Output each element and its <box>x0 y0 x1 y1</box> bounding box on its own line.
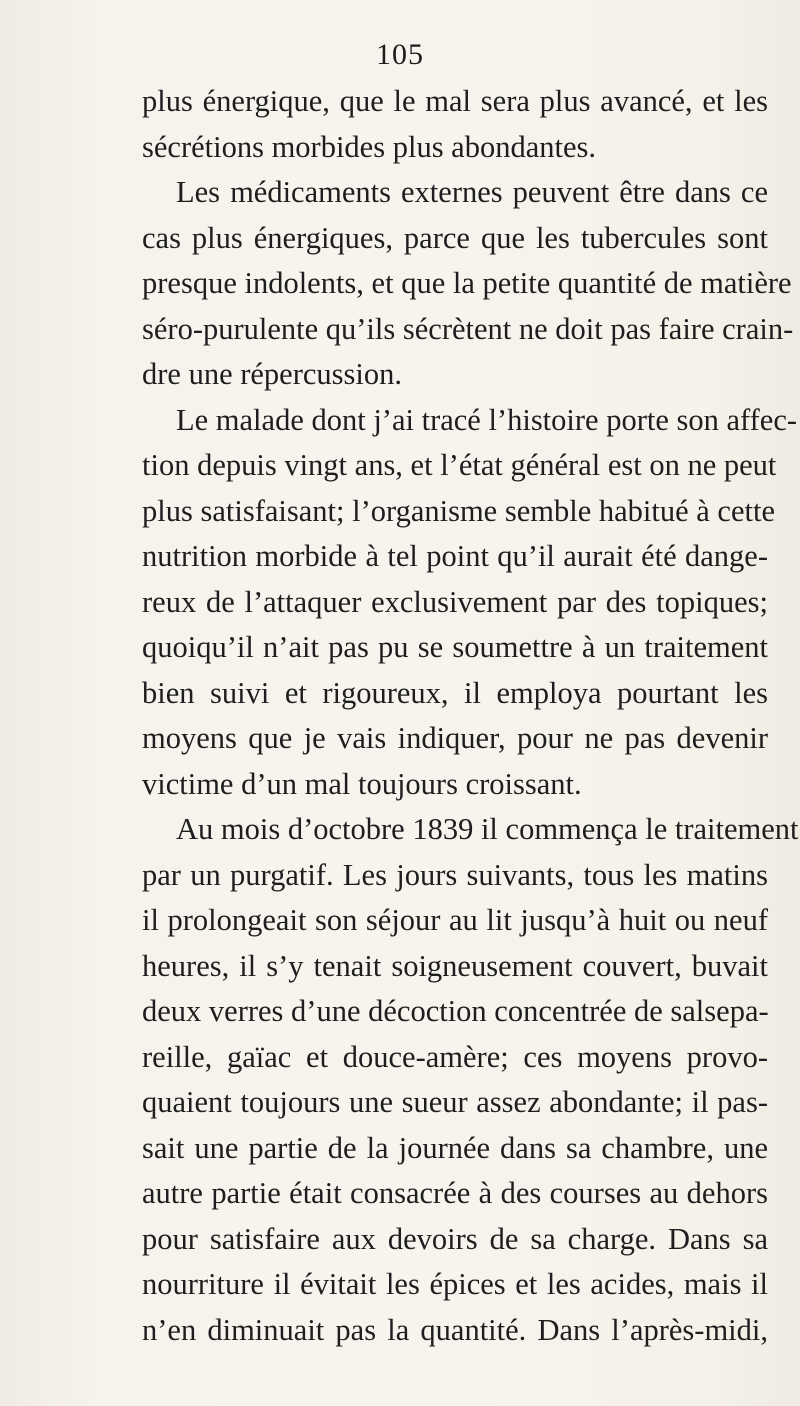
text-line: victime d’un mal toujours croissant. <box>142 766 582 801</box>
text-line: séro-purulente qu’ils sécrètent ne doit pas faire crain- <box>142 311 794 346</box>
text-line: Le malade dont j’ai tracé l’histoire porte son affec- <box>176 402 798 437</box>
text-line: Au mois d’octobre 1839 il commença le traitement <box>176 812 799 846</box>
text-line: dre une répercussion. <box>142 357 402 391</box>
text-line: cas plus énergiques, parce que les tubercules sont <box>142 220 768 255</box>
text-line: il prolongeait son séjour au lit jusqu’à huit ou neuf <box>142 903 768 937</box>
text-line: reux de l’attaquer exclusivement par des topiques; <box>142 584 768 619</box>
text-line: heures, il s’y tenait soigneusement couvert, buvait <box>142 948 768 983</box>
text-line: presque indolents, et que la petite quantité de matière <box>142 266 792 300</box>
page-number: 105 <box>376 38 424 71</box>
text-line: quaient toujours une sueur assez abondante; il pas- <box>142 1085 768 1119</box>
text-line: plus satisfaisant; l’organisme semble habitué à cette <box>142 493 775 528</box>
text-line: nourriture il évitait les épices et les acides, mais il <box>142 1267 768 1301</box>
text-line: deux verres d’une décoction concentrée de salsepa- <box>142 994 769 1028</box>
text-line: reille, gaïac et douce-amère; ces moyens provo- <box>142 1039 768 1074</box>
text-line: nutrition morbide à tel point qu’il aurait été dange- <box>142 539 768 573</box>
text-line: autre partie était consacrée à des courses au dehors <box>142 1176 768 1210</box>
body-text <box>142 79 799 1353</box>
text-line: moyens que je vais indiquer, pour ne pas devenir <box>142 721 768 755</box>
text-line: sait une partie de la journée dans sa chambre, une <box>142 1130 768 1165</box>
text-line: quoiqu’il n’ait pas pu se soumettre à un traitement <box>142 630 768 664</box>
text-line: tion depuis vingt ans, et l’état général est on ne peut <box>142 448 777 482</box>
text-line: sécrétions morbides plus abondantes. <box>142 129 597 164</box>
text-line: n’en diminuait pas la quantité. Dans l’après-midi, <box>142 1312 768 1347</box>
text-line: pour satisfaire aux devoirs de sa charge. Dans sa <box>142 1221 768 1256</box>
text-line: plus énergique, que le mal sera plus avancé, et les <box>142 84 768 118</box>
text-line: Les médicaments externes peuvent être dans ce <box>176 175 768 209</box>
text-line: par un purgatif. Les jours suivants, tous les matins <box>142 857 768 892</box>
text-line: bien suivi et rigoureux, il employa pourtant les <box>142 675 768 710</box>
